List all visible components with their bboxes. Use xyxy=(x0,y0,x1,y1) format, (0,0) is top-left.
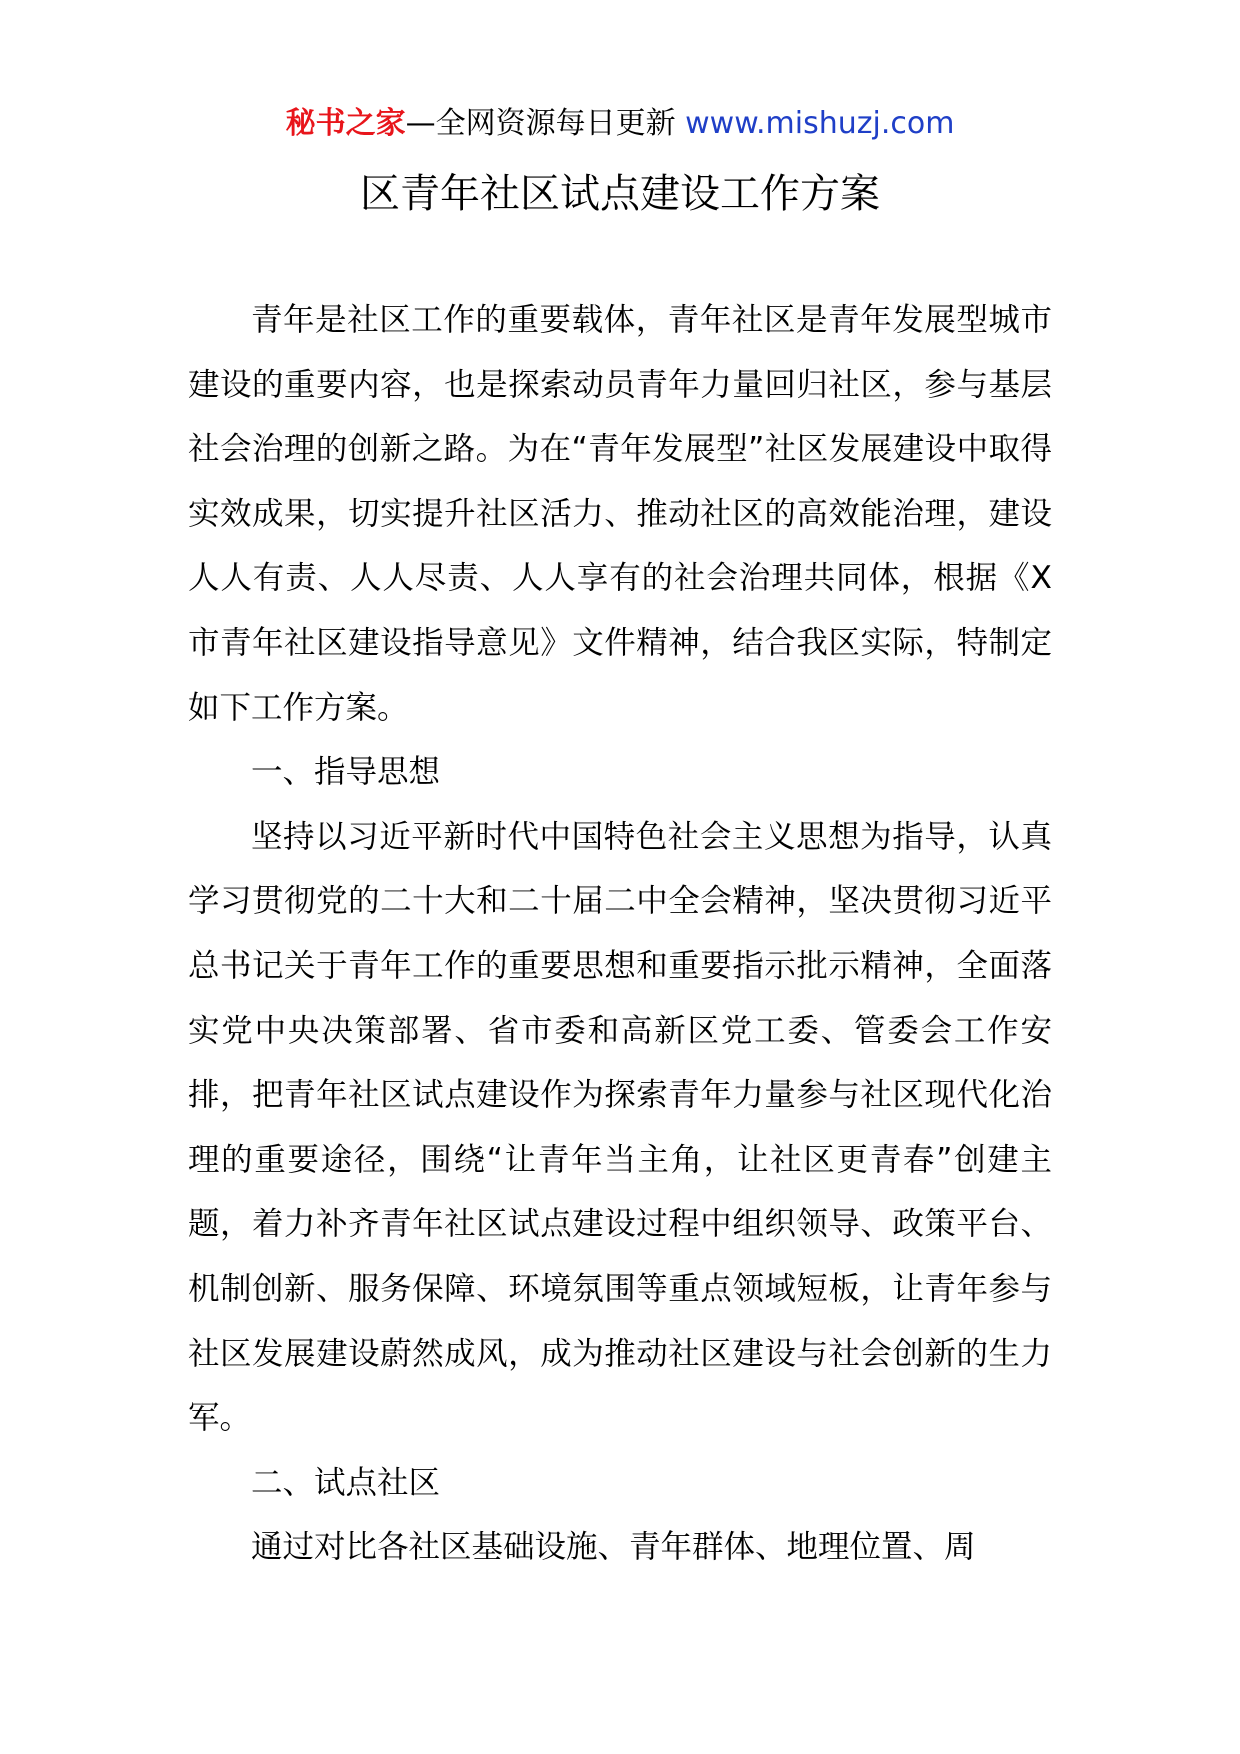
site-url-link[interactable]: www.mishuzj.com xyxy=(685,106,955,141)
document-title: 区青年社区试点建设工作方案 xyxy=(360,171,880,217)
site-tagline: —全网资源每日更新 xyxy=(405,106,686,141)
site-header xyxy=(0,104,1240,144)
site-brand: 秘书之家 xyxy=(285,106,406,141)
paragraph-intro: 青年是社区工作的重要载体，青年社区是青年发展型城市建设的重要内容，也是探索动员青年力量回归社区，参与基层社会治理的创新之路。为在“青年发展型”社区发展建设中取得实效成果，切实提升社区活力、推动社区的高效能治理，建设人人有责、人人尽责、人人享有的社会治理共同体，根据《X市青年社区建设指导意见》文件精神，结合我区实际，特制定如下工作方案。 xyxy=(188,302,1052,726)
section-heading-pilot-communities: 二、试点社区 xyxy=(251,1464,441,1501)
paragraph-pilot-communities: 通过对比各社区基础设施、青年群体、地理位置、周 xyxy=(251,1529,976,1566)
section-heading-guiding-ideology: 一、指导思想 xyxy=(251,754,441,791)
paragraph-guiding-ideology: 坚持以习近平新时代中国特色社会主义思想为指导，认真学习贯彻党的二十大和二十届二中全会精神，坚决贯彻习近平总书记关于青年工作的重要思想和重要指示批示精神，全面落实党中央决策部署、省市委和高新区党工委、管委会工作安排，把青年社区试点建设作为探索青年力量参与社区现代化治理的重要途径，围绕“让青年当主角，让社区更青春”创建主题，着力补齐青年社区试点建设过程中组织领导、政策平台、机制创新、服务保障、环境氛围等重点领域短板，让青年参与社区发展建设蔚然成风，成为推动社区建设与社会创新的生力军。 xyxy=(188,818,1052,1437)
document-body xyxy=(188,288,1052,1580)
